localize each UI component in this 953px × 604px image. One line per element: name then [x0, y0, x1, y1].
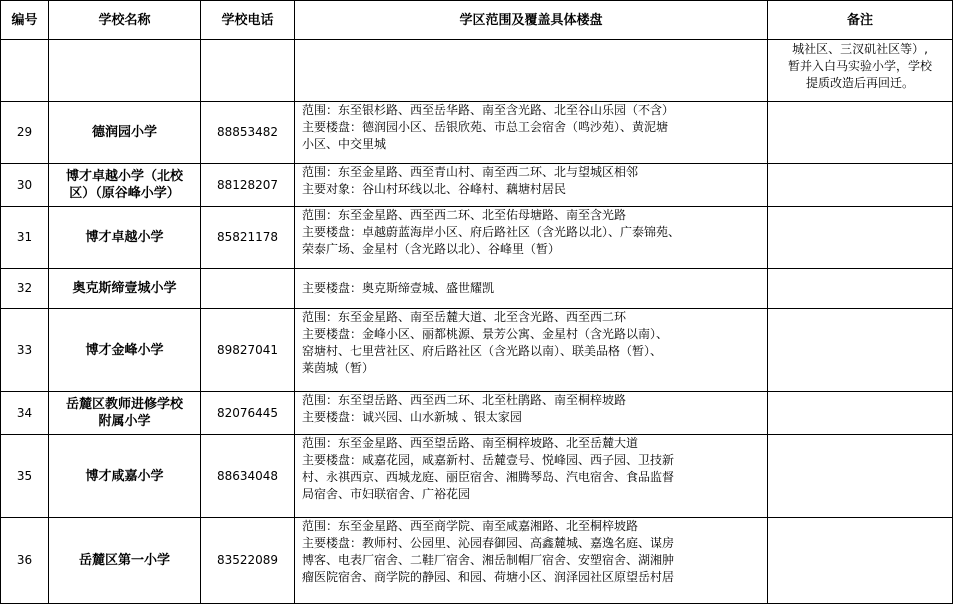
cell-num: 31	[1, 207, 49, 269]
cell-num	[1, 40, 49, 102]
table-row	[1, 102, 953, 164]
cell-phone: 88634048	[201, 435, 295, 518]
cell-remark	[768, 164, 953, 207]
header-name: 学校名称	[49, 1, 201, 40]
cell-phone: 85821178	[201, 207, 295, 269]
cell-phone: 89827041	[201, 309, 295, 392]
header-row	[1, 1, 953, 40]
table-row	[1, 269, 953, 309]
cell-remark	[768, 269, 953, 309]
table-row	[1, 207, 953, 269]
cell-range: 范围：东至金星路、西至青山村、南至西二环、北与望城区相邻 主要对象：谷山村环线以北、谷峰村、藕塘村居民	[295, 164, 768, 207]
cell-name: 岳麓区第一小学	[49, 518, 201, 604]
table-row	[1, 164, 953, 207]
header-remark: 备注	[768, 1, 953, 40]
cell-num: 34	[1, 392, 49, 435]
cell-remark	[768, 102, 953, 164]
header-phone: 学校电话	[201, 1, 295, 40]
table-row	[1, 518, 953, 604]
cell-remark: 城社区、三汊矶社区等）, 暂并入白马实验小学，学校 提质改造后再回迁。	[768, 40, 953, 102]
header-range: 学区范围及覆盖具体楼盘	[295, 1, 768, 40]
table-row	[1, 40, 953, 102]
cell-name: 奥克斯缔壹城小学	[49, 269, 201, 309]
cell-name: 博才卓越小学（北校 区）（原谷峰小学）	[49, 164, 201, 207]
cell-remark	[768, 392, 953, 435]
cell-num: 30	[1, 164, 49, 207]
cell-remark	[768, 309, 953, 392]
cell-num: 36	[1, 518, 49, 604]
cell-range: 范围：东至金星路、西至望岳路、南至桐梓坡路、北至岳麓大道 主要楼盘：咸嘉花园，咸嘉新村、岳麓壹号、悦峰园、西子园、卫技新 村、永祺西京、西城龙庭、丽臣宿舍、湘腾琴岛、汽电宿舍、食品监督 局宿舍、市妇联宿舍、广裕花园	[295, 435, 768, 518]
cell-range: 范围：东至金星路、西至西二环、北至佑母塘路、南至含光路 主要楼盘：卓越蔚蓝海岸小区、府后路社区（含光路以北）、广泰锦苑、 荣泰广场、金星村（含光路以北）、谷峰里（暂）	[295, 207, 768, 269]
cell-phone: 88853482	[201, 102, 295, 164]
cell-name: 博才金峰小学	[49, 309, 201, 392]
cell-range: 范围：东至银杉路、西至岳华路、南至含光路、北至谷山乐园（不含） 主要楼盘：德润园小区、岳银欣苑、市总工会宿舍（鸣沙苑）、黄泥塘 小区、中交里城	[295, 102, 768, 164]
cell-name	[49, 40, 201, 102]
cell-num: 35	[1, 435, 49, 518]
cell-remark	[768, 518, 953, 604]
cell-phone: 88128207	[201, 164, 295, 207]
cell-num: 32	[1, 269, 49, 309]
cell-phone: 83522089	[201, 518, 295, 604]
cell-range: 主要楼盘：奥克斯缔壹城、盛世耀凯	[295, 269, 768, 309]
cell-range: 范围：东至金星路、南至岳麓大道、北至含光路、西至西二环 主要楼盘：金峰小区、丽都桃源、景芳公寓、金星村（含光路以南）、 窑塘村、七里营社区、府后路社区（含光路以南）、联美品格（暂）、 莱茵城（暂）	[295, 309, 768, 392]
cell-num: 29	[1, 102, 49, 164]
table-row	[1, 309, 953, 392]
cell-range	[295, 40, 768, 102]
cell-range: 范围：东至金星路、西至商学院、南至咸嘉湘路、北至桐梓坡路 主要楼盘：教师村、公园里、沁园春御园、高鑫麓城、嘉逸名庭、谋房 博客、电表厂宿舍、二鞋厂宿舍、湘岳制帽厂宿舍、安塑宿舍、湖湘肿 瘤医院宿舍、商学院的静园、和园、荷塘小区、润泽园社区原望岳村居	[295, 518, 768, 604]
cell-phone	[201, 40, 295, 102]
cell-phone: 82076445	[201, 392, 295, 435]
table-row	[1, 435, 953, 518]
cell-num: 33	[1, 309, 49, 392]
cell-name: 博才卓越小学	[49, 207, 201, 269]
header-num: 编号	[1, 1, 49, 40]
cell-name: 博才咸嘉小学	[49, 435, 201, 518]
cell-name: 岳麓区教师进修学校 附属小学	[49, 392, 201, 435]
cell-remark	[768, 207, 953, 269]
cell-range: 范围：东至望岳路、西至西二环、北至杜鹃路、南至桐梓坡路 主要楼盘：诚兴园、山水新城 、银太家园	[295, 392, 768, 435]
cell-phone	[201, 269, 295, 309]
table-row	[1, 392, 953, 435]
cell-name: 德润园小学	[49, 102, 201, 164]
cell-remark	[768, 435, 953, 518]
